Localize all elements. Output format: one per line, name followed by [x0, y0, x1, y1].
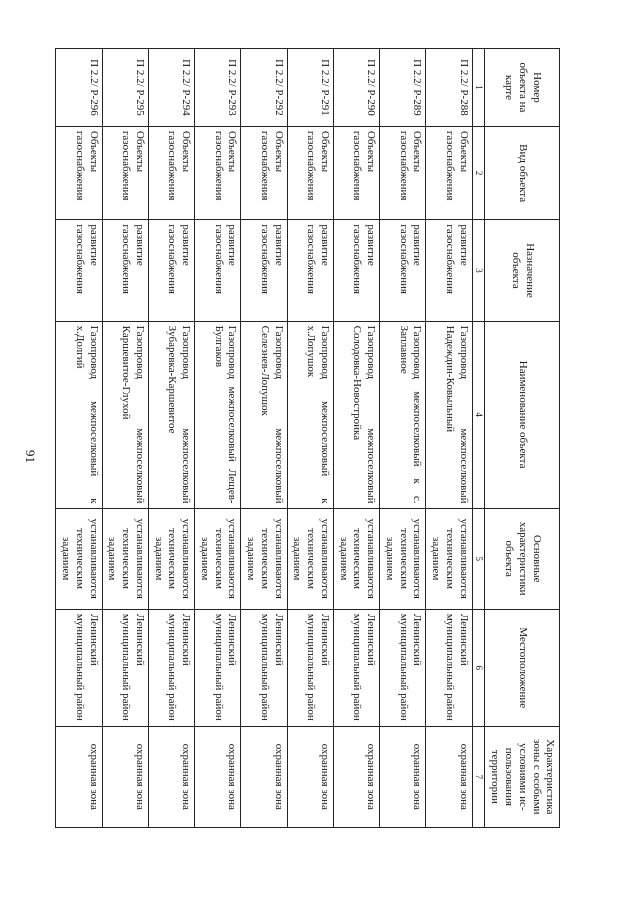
object-kind: Объекты газоснабжения — [334, 126, 380, 219]
object-name: Газопровод межпоселковый Зубаревка-Каршевитое — [149, 321, 195, 508]
object-kind: Объекты газоснабжения — [287, 126, 333, 219]
header-object-characteristics: Основные характеристики объекта — [485, 508, 560, 609]
object-location: Ленинский муниципальный район — [241, 609, 287, 726]
object-location: Ленинский муниципальный район — [287, 609, 333, 726]
object-name: Газопровод межпоселковый к с. Заплавное — [380, 321, 426, 508]
zone-characteristics: охранная зона — [287, 726, 333, 827]
object-characteristics: устанавливаются техническим заданием — [149, 508, 195, 609]
object-name: Газопровод межпоселковый Селезнев-Лопушок — [241, 321, 287, 508]
object-name: Газопровод межпоселковый к х.Лопушок — [287, 321, 333, 508]
object-name: Газопровод межпоселковый Лещев-Булгаков — [195, 321, 241, 508]
page-number: 91 — [23, 450, 38, 463]
object-kind: Объекты газоснабжения — [149, 126, 195, 219]
object-location: Ленинский муниципальный район — [102, 609, 148, 726]
object-purpose: развитие газоснабжения — [102, 220, 148, 321]
header-zone-characteristics: Характеристика зоны с особыми условиями ис-пользования территории — [485, 726, 560, 827]
table-row — [241, 49, 287, 828]
object-kind: Объекты газоснабжения — [56, 126, 102, 219]
objects-table — [56, 48, 561, 828]
object-purpose: развитие газоснабжения — [149, 220, 195, 321]
table-row — [380, 49, 426, 828]
object-location: Ленинский муниципальный район — [195, 609, 241, 726]
object-number: П 2.2/ Р-289 — [380, 49, 426, 127]
object-number: П 2.2/ Р-296 — [56, 49, 102, 127]
table-row — [102, 49, 148, 828]
header-object-name: Наименование объекта — [485, 321, 560, 508]
object-kind: Объекты газоснабжения — [195, 126, 241, 219]
column-number: 1 — [472, 49, 484, 127]
object-number: П 2.2/ Р-292 — [241, 49, 287, 127]
object-location: Ленинский муниципальный район — [380, 609, 426, 726]
object-characteristics: устанавливаются техническим заданием — [102, 508, 148, 609]
object-location: Ленинский муниципальный район — [149, 609, 195, 726]
object-purpose: развитие газоснабжения — [426, 220, 472, 321]
object-kind: Объекты газоснабжения — [241, 126, 287, 219]
object-kind: Объекты газоснабжения — [380, 126, 426, 219]
object-characteristics: устанавливаются техническим заданием — [334, 508, 380, 609]
object-location: Ленинский муниципальный район — [334, 609, 380, 726]
object-purpose: развитие газоснабжения — [195, 220, 241, 321]
object-purpose: развитие газоснабжения — [287, 220, 333, 321]
object-purpose: развитие газоснабжения — [380, 220, 426, 321]
column-number: 5 — [472, 508, 484, 609]
zone-characteristics: охранная зона — [195, 726, 241, 827]
object-name: Газопровод межпоселковый к х.Долгий — [56, 321, 102, 508]
zone-characteristics: охранная зона — [241, 726, 287, 827]
header-object-location: Местоположение — [485, 609, 560, 726]
zone-characteristics: охранная зона — [102, 726, 148, 827]
object-number: П 2.2/ Р-291 — [287, 49, 333, 127]
object-characteristics: устанавливаются техническим заданием — [241, 508, 287, 609]
column-number-row — [472, 49, 484, 828]
object-number: П 2.2/ Р-290 — [334, 49, 380, 127]
object-characteristics: устанавливаются техническим заданием — [426, 508, 472, 609]
table-row — [195, 49, 241, 828]
object-number: П 2.2/ Р-288 — [426, 49, 472, 127]
object-characteristics: устанавливаются техническим заданием — [56, 508, 102, 609]
column-number: 3 — [472, 220, 484, 321]
object-characteristics: устанавливаются техническим заданием — [195, 508, 241, 609]
column-number: 2 — [472, 126, 484, 219]
column-number: 7 — [472, 726, 484, 827]
column-number: 4 — [472, 321, 484, 508]
object-kind: Объекты газоснабжения — [102, 126, 148, 219]
header-object-purpose: Назначение объекта — [485, 220, 560, 321]
object-kind: Объекты газоснабжения — [426, 126, 472, 219]
table-row — [149, 49, 195, 828]
object-purpose: развитие газоснабжения — [334, 220, 380, 321]
column-number: 6 — [472, 609, 484, 726]
document-sheet — [60, 48, 560, 828]
object-location: Ленинский муниципальный район — [56, 609, 102, 726]
object-characteristics: устанавливаются техническим заданием — [380, 508, 426, 609]
zone-characteristics: охранная зона — [334, 726, 380, 827]
table-row — [334, 49, 380, 828]
object-purpose: развитие газоснабжения — [56, 220, 102, 321]
object-location: Ленинский муниципальный район — [426, 609, 472, 726]
table-header-row — [485, 49, 560, 828]
object-name: Газопровод межпоселковый Солодовка-Новостройка — [334, 321, 380, 508]
table-row — [287, 49, 333, 828]
zone-characteristics: охранная зона — [380, 726, 426, 827]
object-name: Газопровод межпоселковый Каршевитое-Глухой — [102, 321, 148, 508]
zone-characteristics: охранная зона — [149, 726, 195, 827]
object-purpose: развитие газоснабжения — [241, 220, 287, 321]
object-number: П 2.2/ Р-293 — [195, 49, 241, 127]
header-object-kind: Вид объекта — [485, 126, 560, 219]
table-row — [56, 49, 102, 828]
object-name: Газопровод межпоселковый Надеждин-Ковыльный — [426, 321, 472, 508]
object-characteristics: устанавливаются техническим заданием — [287, 508, 333, 609]
zone-characteristics: охранная зона — [56, 726, 102, 827]
zone-characteristics: охранная зона — [426, 726, 472, 827]
object-number: П 2.2/ Р-294 — [149, 49, 195, 127]
object-number: П 2.2/ Р-295 — [102, 49, 148, 127]
table-row — [426, 49, 472, 828]
header-object-number: Номер объекта на карте — [485, 49, 560, 127]
